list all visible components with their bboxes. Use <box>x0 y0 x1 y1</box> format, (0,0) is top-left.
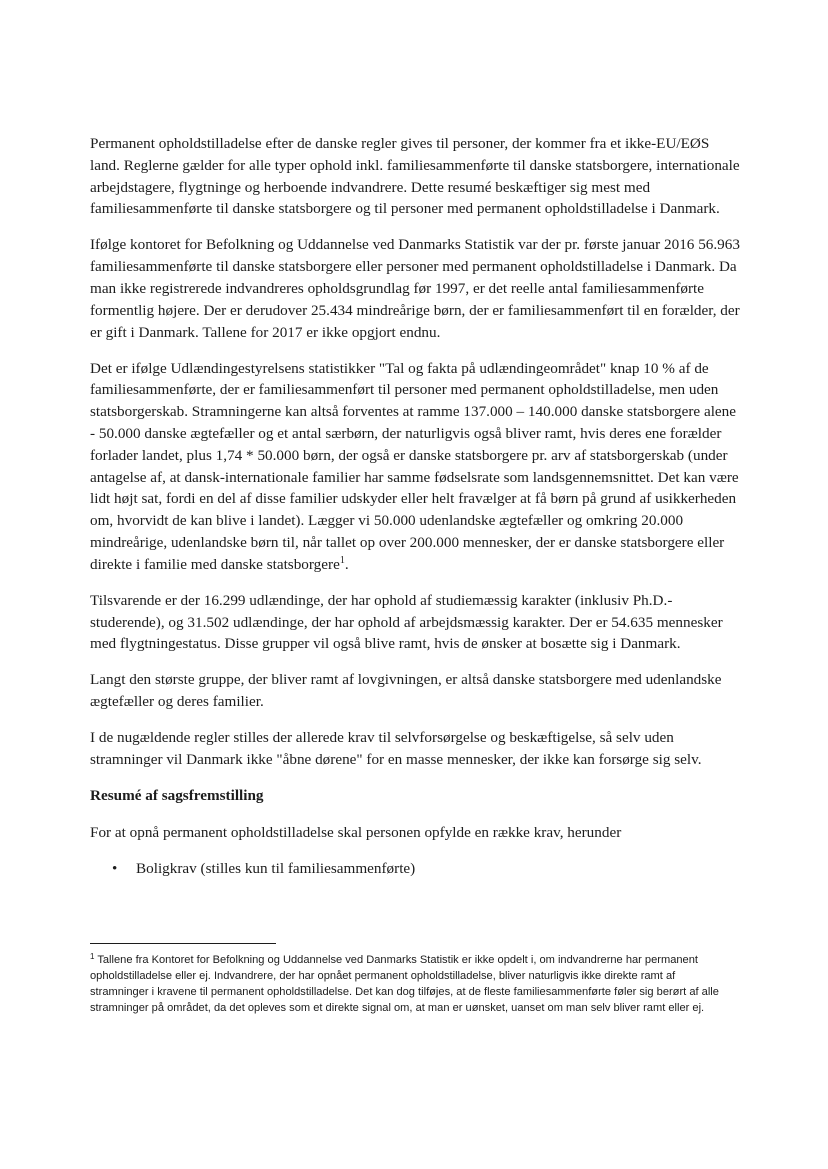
paragraph-6: I de nugældende regler stilles der allerede krav til selvforsørgelse og beskæftigelse, så selv uden stramninger vil Danmark ikke "åbne dørene" for en masse mennesker, der ikke kan forsørge sig selv. <box>90 729 702 768</box>
section-heading: Resumé af sagsfremstilling <box>90 786 264 804</box>
paragraph-2: Ifølge kontoret for Befolkning og Uddannelse ved Danmarks Statistik var der pr. første januar 2016 56.963 familiesammenførte til danske statsborgere eller personer med permanent opholdstilladelse i Danmark. Da man ikke registrerede indvandreres opholdsgrundlag før 1997, er det reelle antal familiesammenførte formentlig højere. Der er derudover 25.434 mindreårige børn, der er familiesammenført til en forælder, der er gift i Danmark. Tallene for 2017 er ikke opgjort endnu. <box>90 236 740 341</box>
body-text <box>90 133 742 879</box>
requirements-list <box>90 858 742 880</box>
paragraph-3 <box>90 358 742 576</box>
list-item <box>112 858 742 880</box>
paragraph-1: Permanent opholdstilladelse efter de danske regler gives til personer, der kommer fra et ikke-EU/EØS land. Reglerne gælder for alle typer ophold inkl. familiesammenførte til danske statsborgere, internationale arbejdstagere, flygtninge og herboende indvandrere. Dette resumé beskæftiger sig mest med familiesammenførte til danske statsborgere og til personer med permanent opholdstilladelse i Danmark. <box>90 135 740 218</box>
list-item-text: Boligkrav (stilles kun til familiesammenførte) <box>136 859 416 877</box>
footnote <box>90 953 730 1017</box>
footnote-number: 1 <box>90 952 95 961</box>
paragraph-5: Langt den største gruppe, der bliver ramt af lovgivningen, er altså danske statsborgere med udenlandske ægtefæller og deres familier. <box>90 671 722 711</box>
paragraph-3-text: Det er ifølge Udlændingestyrelsens statistikker "Tal og fakta på udlændingeområdet" knap 10 % af de familiesammenførte, der er familiesammenført til personer med permanent opholdstilladelse, men uden statsborgerskab. Stramningerne kan altså forventes at ramme 137.000 – 140.000 danske statsborgere alene - 50.000 danske ægtefæller og et antal særbørn, der naturligvis også bliver ramt, hvis deres ene forælder forlader landet, plus 1,74 * 50.000 børn, der også er danske statsborgere pr. arv af statsborgerskab (under antagelse af, at dansk-internationale familier har samme fødselsrate som landsgennemsnittet. Det kan være lidt højt sat, fordi en del af disse familier udskyder eller helt fravælger at få børn på grund af usikkerheden om, hvorvidt de kan blive i landet). Lægger vi 50.000 udenlandske ægtefæller og omkring 20.000 mindreårige, udenlandske børn til, når tallet op over 200.000 mennesker, der er danske statsborgere eller direkte i familie med danske statsborgere <box>90 359 739 573</box>
footnote-text: Tallene fra Kontoret for Befolkning og Uddannelse ved Danmarks Statistik er ikke opdelt i, om indvandrerne har permanent opholdstilladelse eller ej. Indvandrere, der har opnået permanent opholdstilladelse, bliver naturligvis ikke direkte ramt af stramninger i kravene til permanent opholdstilladelse. Det kan dog tilføjes, at de fleste familiesammenførte føler sig berørt af alle stramninger på området, da det opleves som et direkte signal om, at man er uønsket, uanset om man selv bliver ramt eller ej. <box>90 954 719 1014</box>
paragraph-4: Tilsvarende er der 16.299 udlændinge, der har ophold af studiemæssig karakter (inklusiv Ph.D.-studerende), og 31.502 udlændinge, der har ophold af arbejdsmæssig karakter. Der er 54.635 mennesker med flygtningestatus. Disse grupper vil også blive ramt, hvis de ønsker at bosætte sig i Danmark. <box>90 591 723 653</box>
intro-paragraph: For at opnå permanent opholdstilladelse skal personen opfylde en række krav, herunder <box>90 823 622 841</box>
footnote-divider <box>90 943 276 944</box>
paragraph-3-end: . <box>344 555 349 573</box>
footnote-reference[interactable]: 1 <box>339 554 345 566</box>
bullet-icon: • <box>112 859 118 877</box>
